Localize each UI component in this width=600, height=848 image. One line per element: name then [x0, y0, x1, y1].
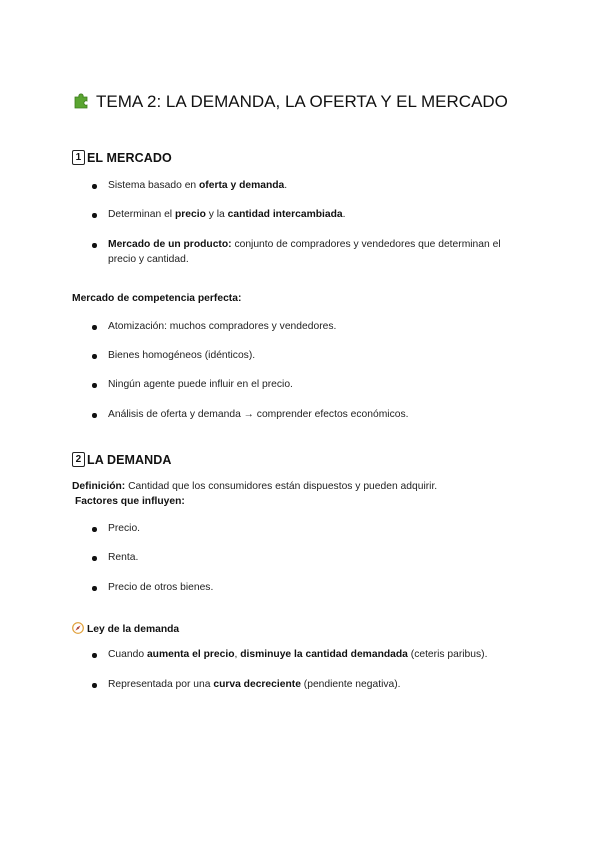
list-item: Cuando aumenta el precio, disminuye la cantidad demandada (ceteris paribus).	[108, 648, 526, 663]
section-heading-text: LA DEMANDA	[87, 452, 172, 467]
list-item: Bienes homogéneos (idénticos).	[108, 349, 526, 364]
list-item: Precio de otros bienes.	[108, 581, 526, 596]
list-item: Sistema basado en oferta y demanda.	[108, 179, 526, 194]
factors-label: Factores que influyen:	[75, 496, 185, 507]
list-item: Representada por una curva decreciente (pendiente negativa).	[108, 678, 526, 693]
section-heading-text: EL MERCADO	[87, 150, 172, 165]
list-item: Atomización: muchos compradores y vendedores.	[108, 320, 526, 335]
list-item: Ningún agente puede influir en el precio.	[108, 378, 526, 393]
page-title-text: TEMA 2: LA DEMANDA, LA OFERTA Y EL MERCADO	[96, 92, 508, 111]
compass-icon	[72, 622, 84, 634]
list-item: Análisis de oferta y demanda → comprender efectos económicos.	[108, 408, 526, 423]
section-heading-demanda	[72, 452, 172, 467]
keycap-number-icon: 1	[72, 150, 85, 165]
puzzle-piece-icon	[72, 91, 92, 109]
subheading-competencia: Mercado de competencia perfecta:	[72, 293, 242, 304]
section-heading-mercado	[72, 150, 172, 165]
law-heading: Ley de la demanda	[72, 622, 532, 638]
list-item: Mercado de un producto: conjunto de compradores y vendedores que determinan el precio y cantidad.	[108, 238, 526, 267]
page-title	[72, 90, 512, 113]
keycap-number-icon: 2	[72, 452, 85, 467]
list-item: Renta.	[108, 551, 526, 566]
list-item: Precio.	[108, 522, 526, 537]
definition-line: Definición: Cantidad que los consumidores están dispuestos y pueden adquirir.	[72, 481, 438, 492]
list-item: Determinan el precio y la cantidad intercambiada.	[108, 208, 526, 223]
